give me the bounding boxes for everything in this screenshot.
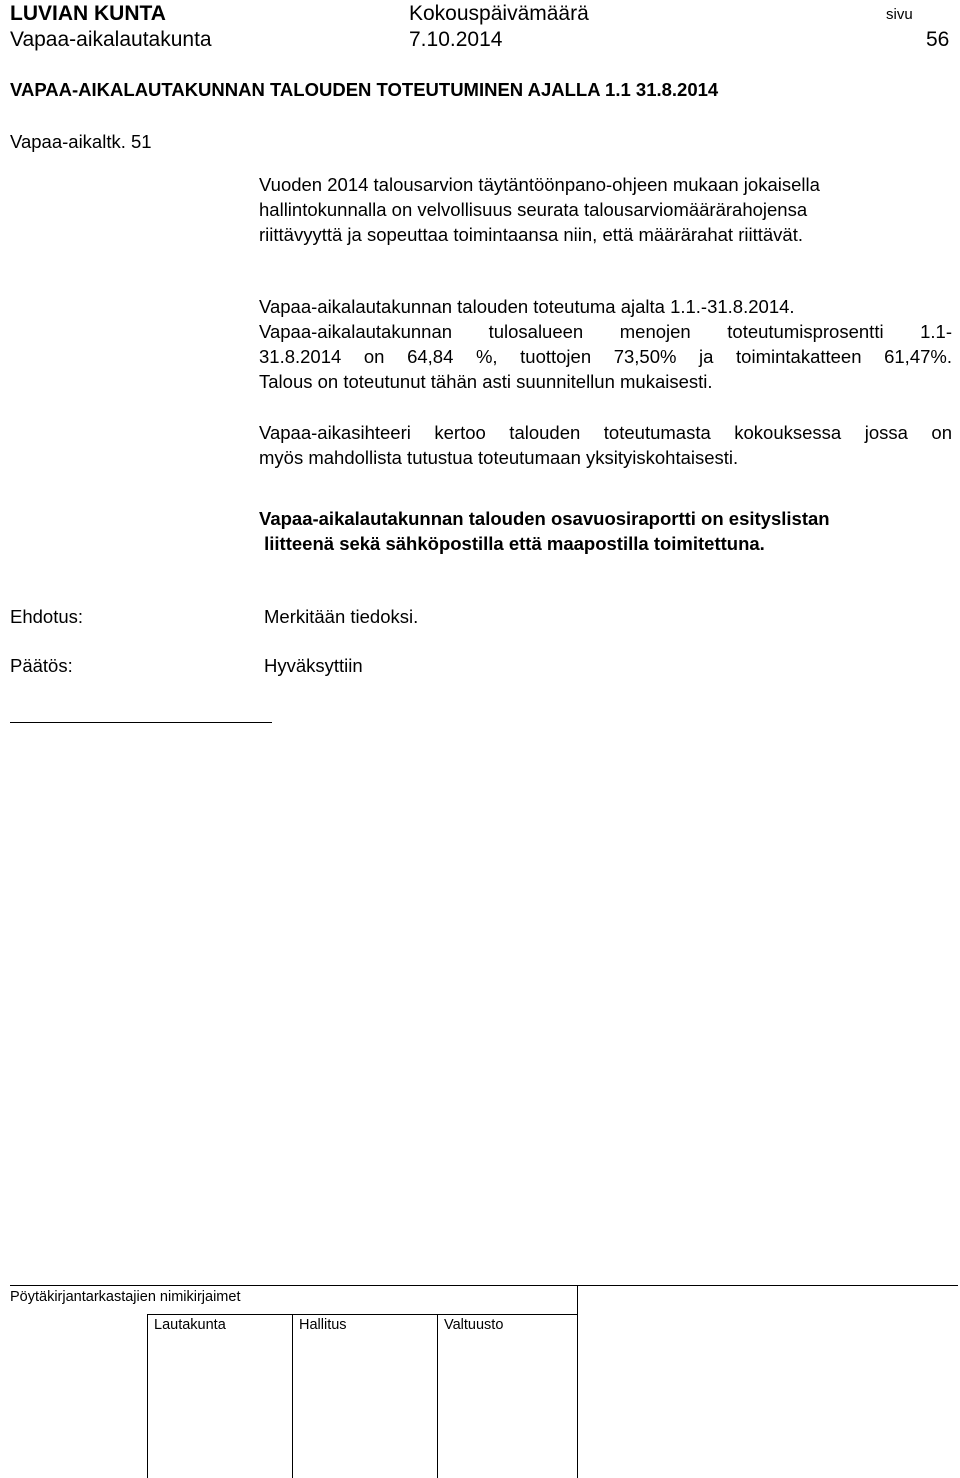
page-number: 56 xyxy=(926,28,950,51)
footer-top-rule xyxy=(10,1285,958,1286)
paragraph-line: Vapaa-aikalautakunnan talouden osavuosiraportti on esityslistan xyxy=(259,508,830,529)
paragraph-line: 31.8.2014 on 64,84 %, tuottojen 73,50% ja toimintakatteen 61,47%. xyxy=(259,346,952,367)
board-name: Vapaa-aikalautakunta xyxy=(10,28,212,51)
paragraph-line: Vapaa-aikalautakunnan tulosalueen menojen toteutumisprosentti 1.1- xyxy=(259,321,952,342)
paragraph-line: Vapaa-aikasihteeri kertoo talouden toteutumasta kokouksessa jossa on xyxy=(259,422,952,443)
proposal-label: Ehdotus: xyxy=(10,606,84,627)
meeting-date: 7.10.2014 xyxy=(409,28,503,51)
paragraph-line: liitteenä sekä sähköpostilla että maapostilla toimitettuna. xyxy=(259,533,765,554)
footer-col-government: Hallitus xyxy=(299,1317,347,1333)
signatures-label: Pöytäkirjantarkastajien nimikirjaimet xyxy=(10,1289,241,1305)
paragraph-realization xyxy=(259,294,952,394)
paragraph-attachment-note xyxy=(259,506,952,556)
paragraph-line: hallintokunnalla on velvollisuus seurata talousarviomäärärahojensa xyxy=(259,199,808,220)
page-label: sivu xyxy=(886,6,913,23)
paragraph-budget-instruction xyxy=(259,172,952,247)
decision-text: Hyväksyttiin xyxy=(264,655,363,676)
document-title: VAPAA-AIKALAUTAKUNNAN TALOUDEN TOTEUTUMINEN AJALLA 1.1 31.8.2014 xyxy=(10,79,719,100)
section-reference: Vapaa-aikaltk. 51 xyxy=(10,131,152,152)
paragraph-line: Vapaa-aikalautakunnan talouden toteutuma ajalta 1.1.-31.8.2014. xyxy=(259,296,795,317)
decision-label: Päätös: xyxy=(10,655,73,676)
footer-col-board: Lautakunta xyxy=(154,1317,226,1333)
footer-mid-rule xyxy=(147,1314,578,1315)
footer-column-divider xyxy=(292,1314,293,1478)
paragraph-line: Vuoden 2014 talousarvion täytäntöönpano-ohjeen mukaan jokaisella xyxy=(259,174,820,195)
proposal-text: Merkitään tiedoksi. xyxy=(264,606,419,627)
footer-column-divider xyxy=(147,1314,148,1478)
paragraph-line: myös mahdollista tutustua toteutumaan yksityiskohtaisesti. xyxy=(259,447,739,468)
paragraph-line: Talous on toteutunut tähän asti suunnitellun mukaisesti. xyxy=(259,371,713,392)
separator-line xyxy=(10,722,272,723)
footer-column-divider xyxy=(577,1285,578,1314)
municipality-name: LUVIAN KUNTA xyxy=(10,2,166,25)
paragraph-secretary-report xyxy=(259,420,952,470)
meeting-date-label: Kokouspäivämäärä xyxy=(409,2,589,25)
footer-col-council: Valtuusto xyxy=(444,1317,504,1333)
footer-column-divider xyxy=(577,1314,578,1478)
paragraph-line: riittävyyttä ja sopeuttaa toimintaansa niin, että määrärahat riittävät. xyxy=(259,224,803,245)
footer-column-divider xyxy=(437,1314,438,1478)
